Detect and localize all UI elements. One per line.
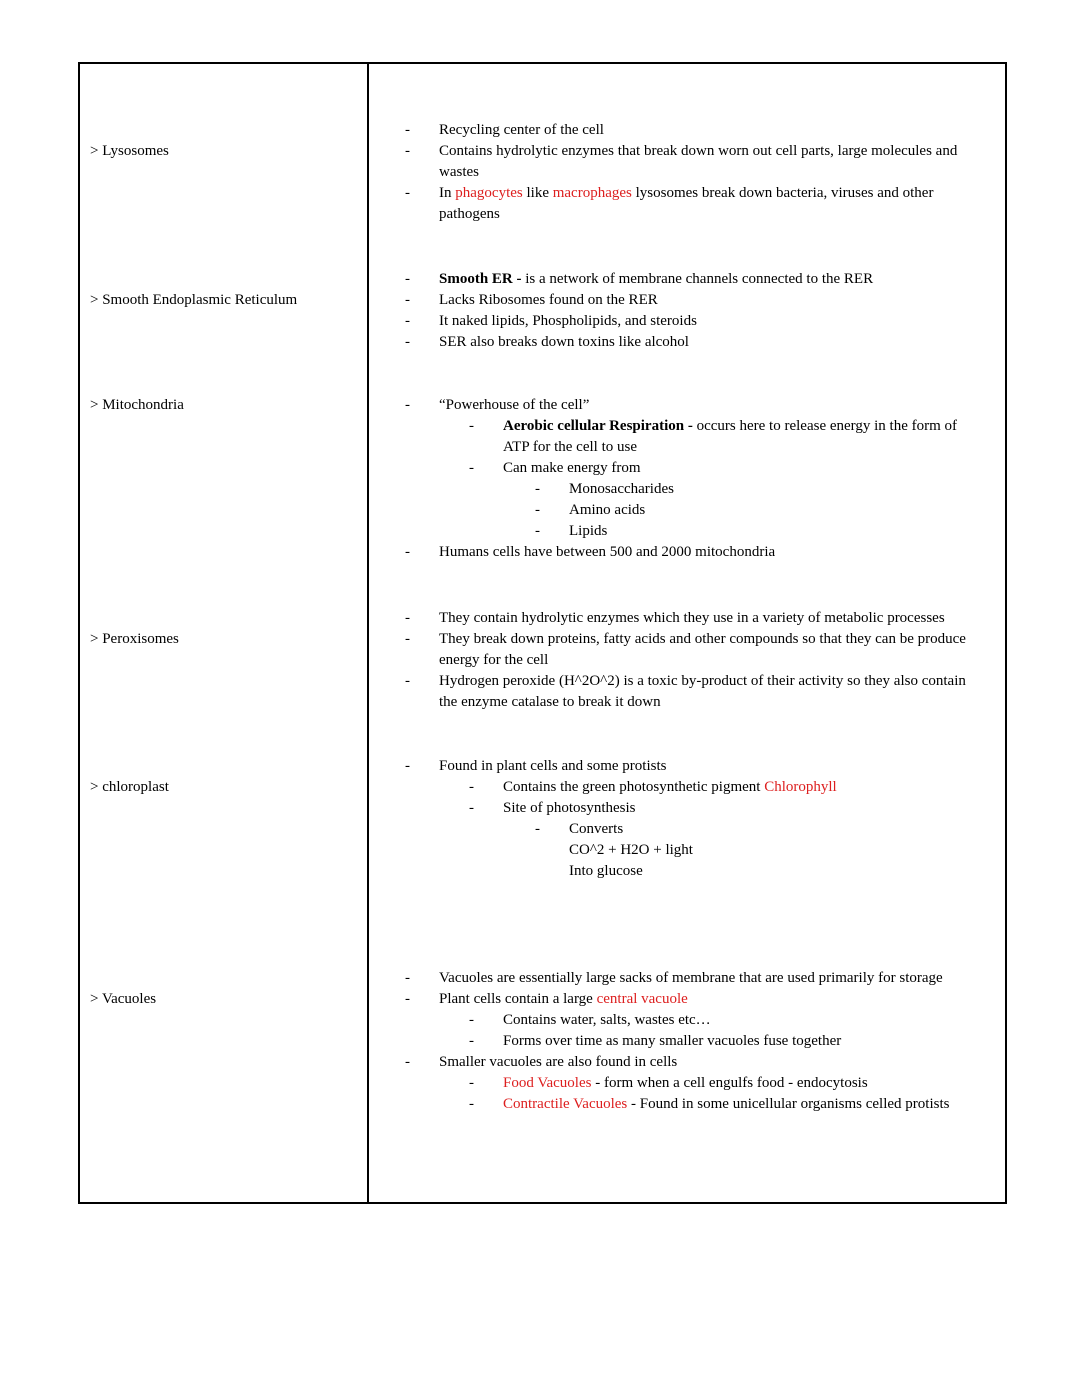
- bullet-text: [503, 777, 975, 798]
- bullet-text: [569, 500, 975, 521]
- bullet-dash-marker: -: [405, 313, 410, 329]
- bullet-text: [439, 756, 975, 777]
- bullet-text: [503, 458, 975, 479]
- organelle-label-smooth-er: > Smooth Endoplasmic Reticulum: [90, 292, 298, 308]
- bullet-dash-marker: -: [535, 502, 540, 518]
- bullet-dash-marker: -: [405, 631, 410, 647]
- bullet-item: [369, 458, 975, 479]
- bullet-text: [503, 798, 975, 819]
- organelle-label-vacuoles: > Vacuoles: [90, 991, 157, 1007]
- bullet-text: [503, 416, 975, 458]
- bullet-item: [369, 521, 975, 542]
- text-segment: “Powerhouse of the cell”: [439, 397, 590, 413]
- bullet-item: [369, 968, 975, 989]
- bullet-dash-marker: -: [405, 271, 410, 287]
- text-segment: Plant cells contain a large: [439, 991, 597, 1007]
- bullet-dash-marker: -: [469, 1012, 474, 1028]
- bullet-list-vacuoles: [369, 968, 975, 1115]
- section-vacuoles: [80, 882, 1005, 1115]
- bullet-text: [569, 840, 975, 861]
- text-segment: Converts: [569, 821, 624, 837]
- text-segment: Smooth ER -: [439, 271, 526, 287]
- text-segment: Found in plant cells and some protists: [439, 758, 667, 774]
- bullet-text: [503, 1073, 975, 1094]
- highlighted-term: central vacuole: [596, 991, 688, 1007]
- bullet-item: [369, 756, 975, 777]
- bullet-list-mitochondria: [369, 395, 975, 563]
- table-column-divider: [367, 64, 369, 1202]
- text-segment: Lacks Ribosomes found on the RER: [439, 292, 658, 308]
- bullet-text: [439, 120, 975, 141]
- bullet-dash-marker: -: [405, 970, 410, 986]
- bullet-dash-marker: -: [469, 779, 474, 795]
- bullet-item: [369, 395, 975, 416]
- bullet-dash-marker: -: [405, 991, 410, 1007]
- text-segment: Amino acids: [569, 502, 646, 518]
- text-segment: Aerobic cellular Respiration -: [503, 418, 697, 434]
- bullet-dash-marker: -: [405, 397, 410, 413]
- bullet-list-lysosomes: [369, 120, 975, 225]
- text-segment: Recycling center of the cell: [439, 122, 604, 138]
- bullet-text: [439, 629, 975, 671]
- bullet-dash-marker: -: [405, 292, 410, 308]
- text-segment: - Found in some unicellular organisms celled protists: [627, 1096, 950, 1112]
- bullet-dash-marker: -: [469, 800, 474, 816]
- bullet-item: [369, 479, 975, 500]
- section-mitochondria: [80, 353, 1005, 563]
- bullet-dash-marker: -: [405, 758, 410, 774]
- bullet-dash-marker: -: [469, 1075, 474, 1091]
- text-segment: - form when a cell engulfs food - endocytosis: [591, 1075, 868, 1091]
- bullet-text: [503, 1094, 975, 1115]
- bullet-item: [369, 1073, 975, 1094]
- bullet-text: [439, 183, 975, 225]
- text-segment: They contain hydrolytic enzymes which they use in a variety of metabolic processes: [439, 610, 945, 626]
- text-segment: is a network of membrane channels connected to the RER: [525, 271, 874, 287]
- bullet-text: [439, 332, 975, 353]
- bullet-text: [569, 861, 975, 882]
- bullet-dash-marker: -: [405, 544, 410, 560]
- bullet-item: [369, 798, 975, 819]
- bullet-text: [439, 269, 975, 290]
- bullet-item: [369, 1094, 975, 1115]
- text-segment: Can make energy from: [503, 460, 641, 476]
- bullet-dash-marker: [535, 861, 569, 882]
- section-peroxisomes: [80, 563, 1005, 713]
- bullet-item: [369, 777, 975, 798]
- text-segment: It naked lipids, Phospholipids, and steroids: [439, 313, 697, 329]
- bullet-dash-marker: -: [469, 418, 474, 434]
- bullet-item: [369, 311, 975, 332]
- text-segment: Hydrogen peroxide (H^2O^2) is a toxic by-product of their activity so they also contain the enzyme catalase to break it down: [439, 673, 966, 710]
- bullet-item: [369, 500, 975, 521]
- bullet-text: [439, 968, 975, 989]
- bullet-dash-marker: -: [405, 122, 410, 138]
- bullet-dash-marker: [535, 840, 569, 861]
- bullet-dash-marker: -: [405, 334, 410, 350]
- bullet-text: [439, 671, 975, 713]
- highlighted-term: phagocytes: [455, 185, 523, 201]
- bullet-list-peroxisomes: [369, 608, 975, 713]
- bullet-item: [369, 861, 975, 882]
- text-segment: CO^2 + H2O + light: [569, 842, 693, 858]
- bullet-item: [369, 269, 975, 290]
- highlighted-term: Food Vacuoles: [503, 1075, 592, 1091]
- text-segment: Contains hydrolytic enzymes that break down worn out cell parts, large molecules and wastes: [439, 143, 958, 180]
- text-segment: Monosaccharides: [569, 481, 674, 497]
- bullet-text: [439, 395, 975, 416]
- bullet-text: [439, 141, 975, 183]
- text-segment: Humans cells have between 500 and 2000 mitochondria: [439, 544, 776, 560]
- text-segment: In: [439, 185, 456, 201]
- text-segment: like: [522, 185, 553, 201]
- text-segment: Into glucose: [569, 863, 643, 879]
- bullet-dash-marker: -: [535, 821, 540, 837]
- organelle-label-lysosomes: > Lysosomes: [90, 143, 169, 159]
- section-smooth-endoplasmic-reticulum: [80, 225, 1005, 353]
- bullet-item: [369, 416, 975, 458]
- bullet-text: [439, 989, 975, 1010]
- bullet-item: [369, 989, 975, 1010]
- bullet-item: [369, 840, 975, 861]
- bullet-item: [369, 183, 975, 225]
- bullet-dash-marker: -: [535, 523, 540, 539]
- bullet-item: [369, 819, 975, 840]
- text-segment: Lipids: [569, 523, 608, 539]
- bullet-item: [369, 608, 975, 629]
- bullet-item: [369, 141, 975, 183]
- highlighted-term: macrophages: [552, 185, 632, 201]
- bullet-text: [439, 542, 975, 563]
- bullet-text: [503, 1010, 975, 1031]
- bullet-dash-marker: -: [405, 1054, 410, 1070]
- bullet-text: [439, 311, 975, 332]
- bullet-text: [569, 479, 975, 500]
- bullet-list-smooth-er: [369, 269, 975, 353]
- bullet-item: [369, 1031, 975, 1052]
- text-segment: Smaller vacuoles are also found in cells: [439, 1054, 678, 1070]
- organelle-label-mitochondria: > Mitochondria: [90, 397, 184, 413]
- text-segment: Contains water, salts, wastes etc…: [503, 1012, 711, 1028]
- bullet-dash-marker: -: [405, 185, 410, 201]
- bullet-text: [569, 819, 975, 840]
- highlighted-term: Contractile Vacuoles: [503, 1096, 628, 1112]
- bullet-item: [369, 290, 975, 311]
- text-segment: SER also breaks down toxins like alcohol: [439, 334, 689, 350]
- organelle-label-chloroplast: > chloroplast: [90, 779, 169, 795]
- organelle-notes-table: [78, 62, 1007, 1204]
- bullet-text: [569, 521, 975, 542]
- text-segment: Vacuoles are essentially large sacks of membrane that are used primarily for storage: [439, 970, 943, 986]
- bullet-dash-marker: -: [535, 481, 540, 497]
- section-lysosomes: [80, 64, 1005, 225]
- bullet-item: [369, 1010, 975, 1031]
- bullet-item: [369, 120, 975, 141]
- bullet-dash-marker: -: [469, 460, 474, 476]
- bullet-text: [439, 290, 975, 311]
- text-segment: They break down proteins, fatty acids and other compounds so that they can be produce energy for the cell: [439, 631, 966, 668]
- bullet-item: [369, 542, 975, 563]
- bullet-list-chloroplast: [369, 756, 975, 882]
- bullet-item: [369, 629, 975, 671]
- organelle-label-peroxisomes: > Peroxisomes: [90, 631, 179, 647]
- bullet-item: [369, 671, 975, 713]
- bullet-text: [439, 1052, 975, 1073]
- bullet-dash-marker: -: [405, 673, 410, 689]
- bullet-text: [503, 1031, 975, 1052]
- bullet-item: [369, 332, 975, 353]
- highlighted-term: Chlorophyll: [764, 779, 837, 795]
- text-segment: occurs here to release energy in the form of ATP for the cell to use: [503, 418, 958, 455]
- bullet-dash-marker: -: [469, 1033, 474, 1049]
- text-segment: Site of photosynthesis: [503, 800, 636, 816]
- text-segment: Forms over time as many smaller vacuoles fuse together: [503, 1033, 842, 1049]
- section-chloroplast: [80, 713, 1005, 882]
- bullet-dash-marker: -: [405, 610, 410, 626]
- bullet-dash-marker: -: [469, 1096, 474, 1112]
- text-segment: lysosomes break down bacteria, viruses and other pathogens: [439, 185, 934, 222]
- text-segment: Contains the green photosynthetic pigment: [503, 779, 765, 795]
- bullet-dash-marker: -: [405, 143, 410, 159]
- bullet-text: [439, 608, 975, 629]
- bullet-item: [369, 1052, 975, 1073]
